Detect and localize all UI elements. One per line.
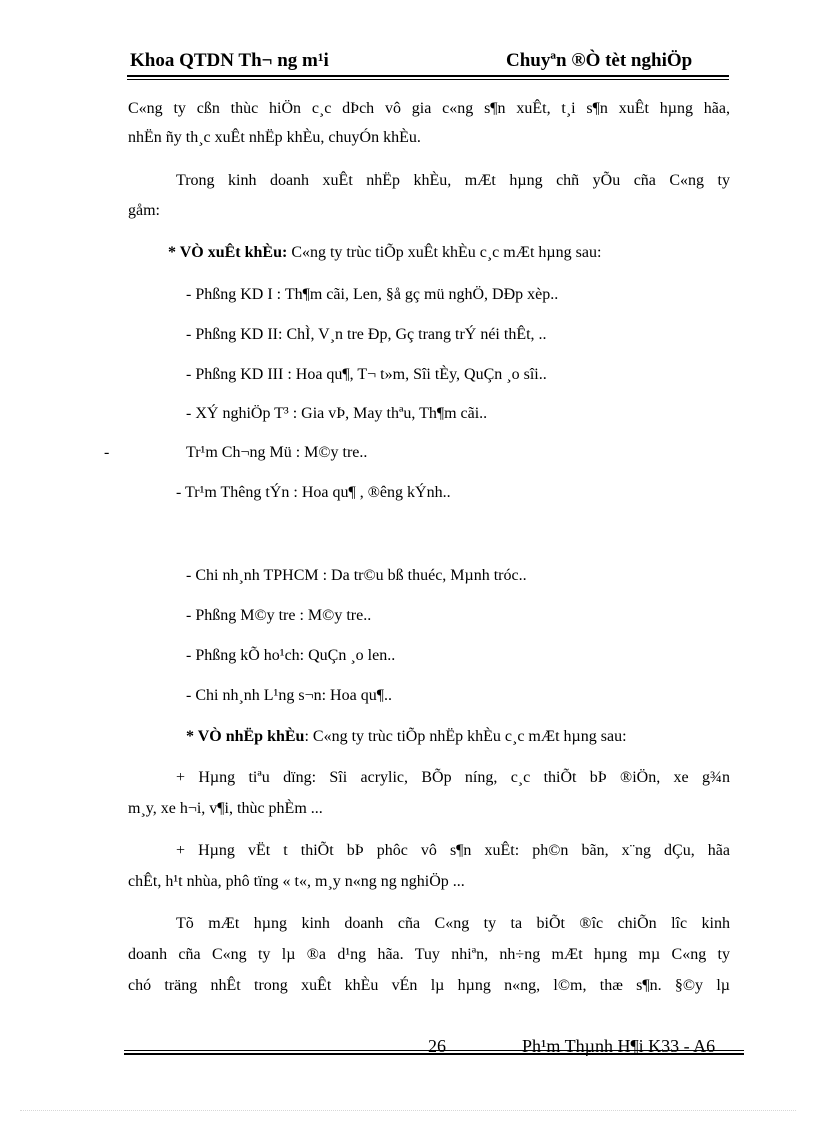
export-item: - Phßng KD I : Th¶m cãi, Len, §å gç mü nghÖ, DÐp xèp.. — [186, 286, 559, 303]
page-edge-line — [20, 1110, 796, 1111]
export-item: Tr¹m Ch¬ng Mü : M©y tre.. — [186, 444, 368, 461]
header-rule-thin — [127, 79, 729, 80]
import-intro-text: : C«ng ty trùc tiÕp nhËp khÈu c¸c mÆt hµng sau: — [304, 728, 627, 745]
export-item: - Phßng kÕ ho¹ch: QuÇn ¸o len.. — [186, 647, 396, 664]
header-document-type: Chuyªn ®Ò tèt nghiÖp — [506, 50, 693, 71]
export-item: - Chi nh¸nh TPHCM : Da tr©u bß thuéc, Mµnh tróc.. — [186, 567, 527, 584]
paragraph-line: Trong kinh doanh xuÊt nhËp khÈu, mÆt hµng chñ yÕu cña C«ng ty — [176, 172, 730, 189]
export-item: - Phßng M©y tre : M©y tre.. — [186, 607, 372, 624]
import-item-line: chÊt, h¹t nhùa, phô tïng « t«, m¸y n«ng ng nghiÖp ... — [128, 873, 465, 890]
paragraph-line: Tõ mÆt hµng kinh doanh cña C«ng ty ta biÕt ®îc chiÕn lîc kinh — [176, 915, 730, 932]
paragraph-line: nhËn ñy th¸c xuÊt nhËp khÈu, chuyÓn khÈu. — [128, 129, 421, 146]
export-item: - Phßng KD III : Hoa qu¶, T¬ t»m, Sîi tÈy, QuÇn ¸o sîi.. — [186, 366, 547, 383]
paragraph-line: doanh cña C«ng ty lµ ®a d¹ng hãa. Tuy nhiªn, nh÷ng mÆt hµng mµ C«ng ty — [128, 946, 730, 963]
export-item: - Phßng KD II: ChÌ, V¸n tre Ðp, Gç trang trÝ néi thÊt, .. — [186, 326, 547, 343]
import-heading-line — [186, 727, 627, 747]
import-item-line: + Hµng tiªu dïng: Sîi acrylic, BÕp níng, c¸c thiÕt bÞ ®iÖn, xe g¾n — [176, 769, 730, 786]
export-intro-text: C«ng ty trùc tiÕp xuÊt khÈu c¸c mÆt hµng sau: — [287, 244, 602, 261]
export-item: - Chi nh¸nh L¹ng s¬n: Hoa qu¶.. — [186, 687, 392, 704]
footer-author: Ph¹m Thµnh H¶i K33 - A6 — [522, 1036, 716, 1056]
header-rule-thick — [127, 75, 729, 77]
footer-rule-thick — [124, 1053, 744, 1055]
header-faculty: Khoa QTDN Th¬ ng m¹i — [130, 50, 329, 71]
export-heading: * VÒ xuÊt khÈu: — [168, 244, 288, 261]
import-item-line: m¸y, xe h¬i, v¶i, thùc phÈm ... — [128, 800, 323, 817]
paragraph-line: gåm: — [128, 202, 160, 219]
export-item: - Tr¹m Thêng tÝn : Hoa qu¶ , ®êng kÝnh.. — [176, 484, 451, 501]
export-heading-line — [168, 243, 601, 263]
margin-dash: - — [104, 444, 110, 461]
paragraph-line: C«ng ty cßn thùc hiÖn c¸c dÞch vô gia c«ng s¶n xuÊt, t¸i s¶n xuÊt hµng hãa, — [128, 100, 730, 117]
import-heading: * VÒ nhËp khÈu — [186, 728, 305, 745]
footer-rule-thin — [124, 1050, 744, 1051]
export-item: - XÝ nghiÖp T³ : Gia vÞ, May thªu, Th¶m cãi.. — [186, 405, 488, 422]
page-number: 26 — [428, 1036, 446, 1056]
paragraph-line: chó träng nhÊt trong xuÊt khÈu vÉn lµ hµng n«ng, l©m, thæ s¶n. §©y lµ — [128, 977, 730, 994]
import-item-line: + Hµng vËt t thiÕt bÞ phôc vô s¶n xuÊt: ph©n bãn, x¨ng dÇu, hãa — [176, 842, 730, 859]
